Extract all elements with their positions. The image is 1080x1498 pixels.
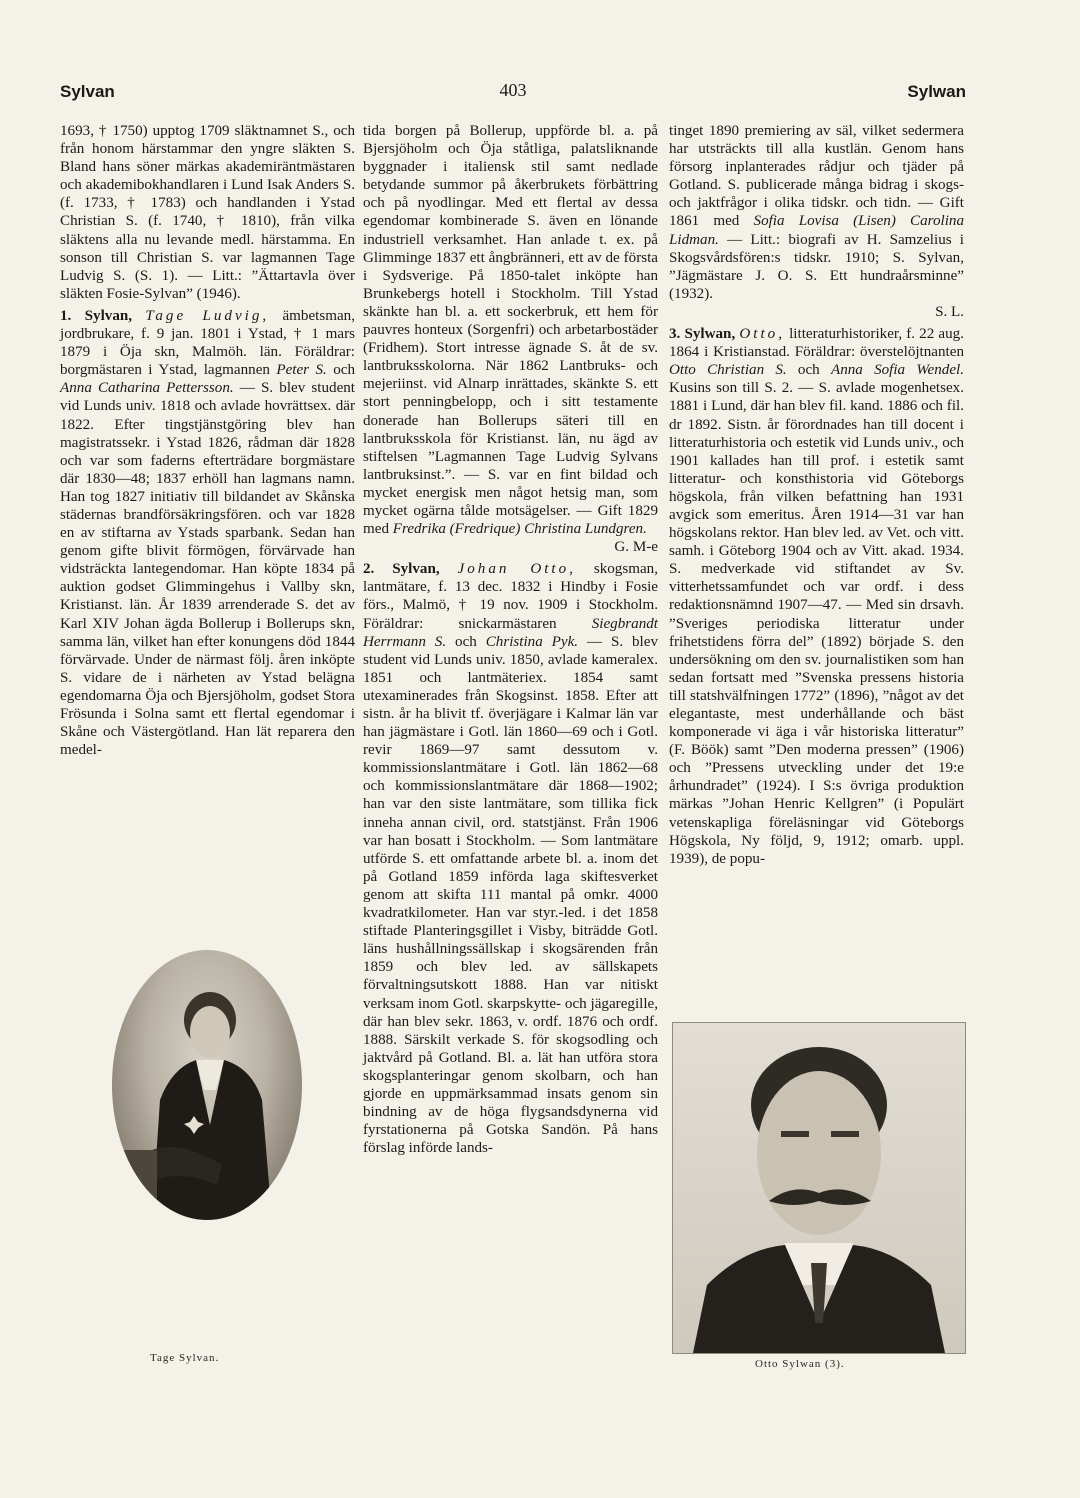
caption-portrait-1: Tage Sylvan. [150,1352,220,1364]
page-number: 403 [499,80,527,100]
caption-portrait-2: Otto Sylwan (3). [755,1358,845,1370]
conjunction: och [333,362,356,379]
portrait-figure [673,1023,965,1353]
entry-given-names: Otto, [739,326,785,343]
entry-given-names: Johan Otto, [457,561,576,578]
entry-number: 3. [669,326,681,343]
page-header [60,76,966,108]
entry-surname: Sylwan, [684,326,736,343]
entry-text: — Litt.: biografi av H. Samzelius i Skogsvårdsfören:s tidskr. 1910; S. Sylvan, ”Jägmästare J. O. S. Ett hundraårsminne” (1932). [669,231,964,302]
running-head-right: Sylwan [907,82,966,101]
entry-surname: Sylvan, [392,561,440,578]
running-head-left: Sylvan [60,82,115,101]
wife-name: Fredrika (Fredrique) Christina Lundgren. [392,521,647,538]
author-signature: S. L. [935,303,964,320]
portrait-figure [112,950,302,1220]
entry-text: litteraturhistoriker, f. 22 aug. 1864 i Kristianstad. Föräldrar: överstelöjtnanten [669,326,964,361]
entry-given-names: Tage Ludvig, [145,307,270,324]
paragraph-family-intro: 1693, † 1750) upptog 1709 släktnamnet S., och från honom härstammar den yngre släkten S. Bland hans söner märkas akademiräntmästaren och akademibokhandlaren i Lund Isak Anders S. (f. 1733, † 1783) och handlanden i Ystad Christian S. (f. 1740, † 1810), från vilka släktens alla nu levande medl. härstamma. En sonson till Christian S. var lagmannen Tage Ludvig S. (S. 1). — Litt.: ”Ättartavla över släkten Fosie-Sylvan” (1946). [60,123,355,302]
mother-name: Christina Pyk. [485,633,579,650]
entry-surname: Sylvan, [84,307,133,324]
signature-line [669,303,964,321]
column-3 [669,122,964,868]
column-2 [363,122,658,1157]
entry-2-continued [669,122,964,303]
entry-text: tinget 1890 premiering av säl, vilket sedermera har utsträckts till alla kustlän. Genom hans försorg inplanterades rådjur och tjäder på Gotland. S. publicerade många bidrag i skogs- och jaktfrågor i olika tidskr. och tidn. — Gift 1861 med [669,123,964,230]
conjunction: och [455,633,477,650]
entry-number: 1. [60,307,72,324]
father-name: Otto Christian S. [669,362,787,379]
signature-line [363,538,658,556]
entry-3 [669,325,964,868]
entry-text: — S. blev student vid Lunds univ. 1850, avlade kameralex. 1851 och lantmäteriex. 1854 samt utexaminerades från Skogsinst. 1858. Efter att sistn. år ha blivit tf. överjägare i Kalmar län var han jägmästare i Gotl. län 1860—69 och i Gotl. revir 1869—97 samt dessutom v. kommissionslantmätare i Gotl. län 1862—68 och kommissionslantmätare där 1868—1902; han var den siste lantmätare, som tillika fick inneha annan civil, ord. statstjänst. Från 1906 var han bosatt i Stockholm. — Som lantmätare utförde S. ett omfattande arbete bl. a. inom det på Gotland 1859 införda laga skiftesverket genom att skifta 111 mantal på omkr. 4000 kvadratkilometer. Han var styr.-led. i det 1858 stiftade Planteringsgillet i Visby, biträdde Gotl. läns hushållningssällskap i skogsärenden från 1859 och blev led. av sällskapets förvaltningsutskott 1888. Han var nitiskt verksam inom Gotl. skarpskytte- och jägaregille, där han blev sekr. 1863, v. ordf. 1876 och ordf. 1888. Särskilt verkade S. för skogsodling och jaktvård på Gotland. Bl. a. lät han utföra stora skogsplanteringar genom skolbarn, och han gjorde en uppmärksammad insats genom sin bindning av de höga flygsandsdynerna vid fyrstationerna på Gotska Sandön. På hans förslag införde lands- [363,633,658,1157]
portrait-otto-sylwan [672,1022,966,1354]
entry-1-continued [363,122,658,538]
entry-text: skogsman, lantmätare, f. 13 dec. 1832 i Hindby i Fosie förs., Malmö, † 19 nov. 1909 i Stockholm. Föräldrar: snickarmästaren [363,561,658,632]
entry-text: Kusins son till S. 2. — S. avlade mogenhetsex. 1881 i Lund, där han blev fil. kand. 1886 och fil. dr 1892. Sistn. år förordnades han till docent i litteraturhistoria och estetik vid Lunds univ., och 1901 kallades han till prof. i estetik samt litteratur- och konsthistoria vid Göteborgs högskola, från vilken befattning han 1931 avgick som emeritus. Åren 1914—31 var han högskolans rektor. Han blev led. av Vet. och vitt. samh. i Göteborg 1904 och av Vitt. akad. 1934. S. medverkade vid stiftandet av Sv. vitterhetssamfundet och var ordf. i dess redaktionsnämnd 1907—47. — Med sin drsavh. ”Sveriges periodiska litteratur under frihetstidens förra del” (1892) började S. den undersökning om den sv. journalistiken som han sedan fortsatt med ”Svenska pressens historia till statshvälfningen 1772” (1896), ”något av det elegantaste, mest underhållande och bäst komponerade vi äga i vår historiska litteratur” (F. Böök) samt ”Den moderna pressen” (1906) och ”Pressens utveckling under det 19:e århundradet” (1924). I S:s övriga produktion märkas ”Johan Henric Kellgren” (i Populärt vetenskapliga föreläsningar vid Göteborgs Högskola, Ny följd, 9, 1912; omarb. uppl. 1939), de popu- [669,380,964,867]
column-1 [60,122,355,759]
father-name: Siegbrandt Herrmann S. [363,615,658,650]
entry-1 [60,307,355,759]
entry-text: — S. blev student vid Lunds univ. 1818 och avlade hovrättsex. där 1822. Efter tingstjänstgöring blev han magistratssekr. i Ystad 1826, rådman där 1828 och var som faderns efterträdare borgmästare där 1830—48; 1837 erhöll han lagmans namn. Han tog 1827 initiativ till bildandet av Skånska städernas brandförsäkringsfören. och var 1828 en av stiftarna av Ystads sparbank. Sedan han genom gifte blivit förmögen, förvärvade han vidsträckta lantegendomar. Han köpte 1834 på auktion godset Glimmingehus i Vallby skn, Kristianst. län. År 1839 arrenderade S. det av Karl XIV Johan ägda Bollerup i Bollerups skn, samma län, vilket han efter konungens död 1844 förvärvade. Under de närmast följ. åren inköpte S. vidare de i närheten av Ystad belägna egendomarna Öja och Bjersjöholm, godset Stora Frösunda i Solna samt ett flertal egendomar i Skåne och Västergötland. Han lät reparera den medel- [60,380,356,759]
entry-number: 2. [363,561,375,578]
father-name: Peter S. [276,362,327,379]
entry-2 [363,560,658,1157]
wife-name: Sofia Lovisa (Lisen) Carolina Lidman. [669,213,964,248]
author-signature: G. M-e [614,539,658,556]
portrait-tage-sylvan [112,950,302,1220]
mother-name: Anna Sofia Wendel. [830,362,964,379]
conjunction: och [797,362,820,379]
entry-text: ämbetsman, jordbrukare, f. 9 jan. 1801 i Ystad, † 1 mars 1879 i Öja skn, Malmöh. län. Föräldrar: borgmästaren i Ystad, lagmannen [60,307,355,379]
entry-text: tida borgen på Bollerup, uppförde bl. a. på Bjersjöholm och Öja ståtliga, palatsliknande byggnader i italiensk stil samt nedlade betydande summor på åkerbrukets förbättring och på nyodlingar. Med ett flertal av dessa egendomar kombinerade S. även en lönande industriell verksamhet. Han anlade t. ex. på Glimminge 1837 ett ångbränneri, ett av de första i Sydsverige. På 1850-talet inköpte han Brunkebergs hotell i Stockholm. Till Ystad skänkte han bl. a. ett sockerbruk, ett hem för pauvres honteux (Sorgenfri) och arbetarbostäder (Fridhem). Stort intresse ägnade S. åt de sv. lantbruksskolorna. När 1862 Lantbruks- och mejeriinst. vid Alnarp inrättades, skänkte S. ett stort penningbelopp, och i sitt testamente donerade han Bollerups säteri till en lantbruksskola för Kristianst. län, nu ägd av stiftelsen ”Lagmannen Tage Ludvig Sylvans lantbruksinst.”. — S. var en fint bildad och mycket energisk men något hetsig man, som mycket ogärna tålde motsägelser. — Gift 1829 med [363,123,658,538]
mother-name: Anna Catharina Pettersson. [60,380,234,397]
